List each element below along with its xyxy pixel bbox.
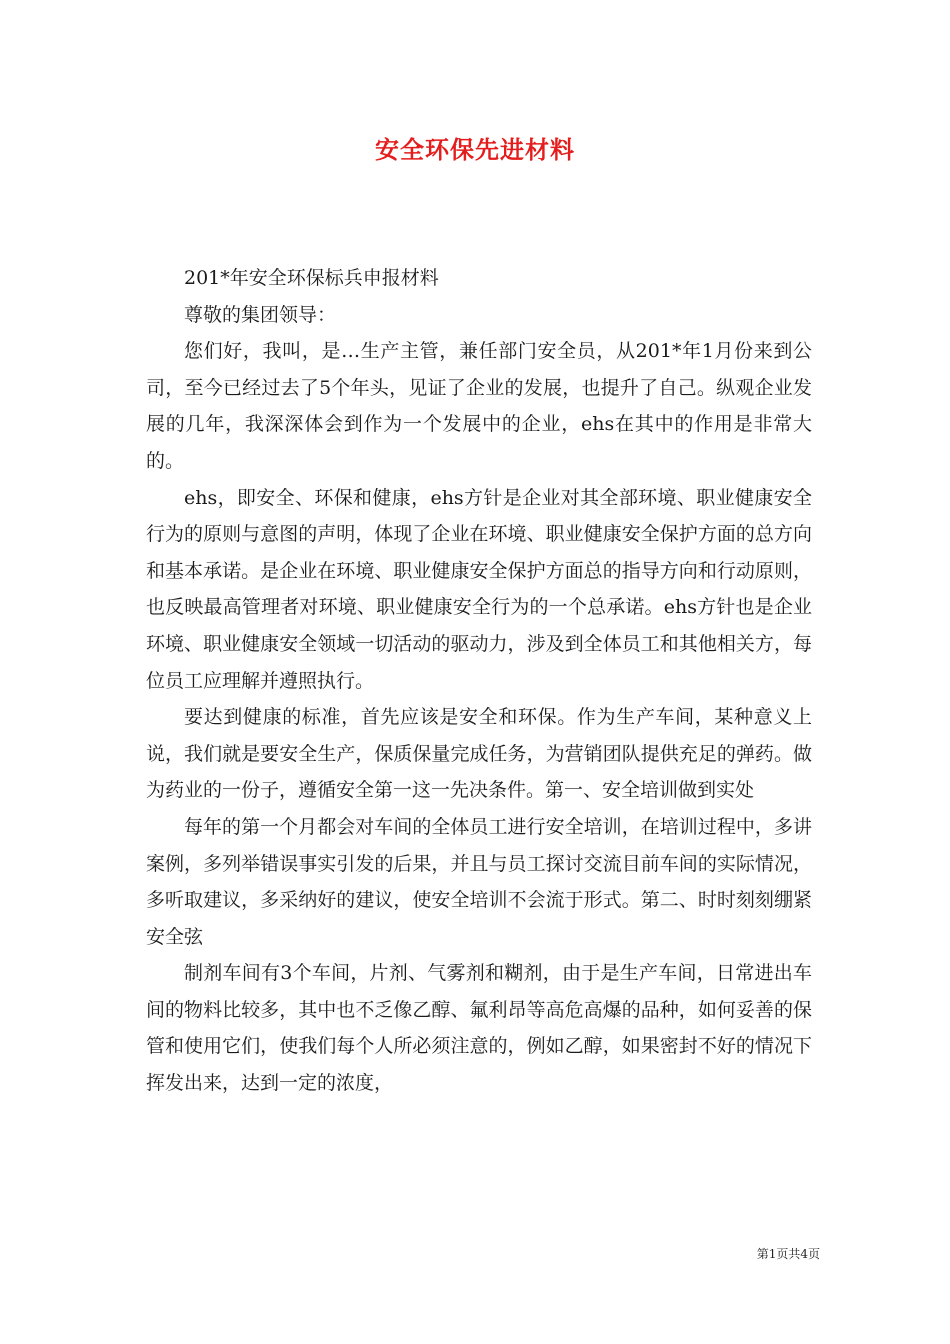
page-title: 安全环保先进材料 (375, 135, 575, 164)
page-number: 第1页共4页 (756, 1247, 820, 1261)
paragraph-salutation: 尊敬的集团领导： (184, 303, 337, 326)
paragraph: 每年的第一个月都会对车间的全体员工进行安全培训，在培训过程中，多讲案例，多列举错误事实引发的后果，并且与员工探讨交流目前车间的实际情况，多听取建议，多采纳好的建议，使安全培训不会流于形式。第二、时时刻刻绷紧安全弦 (146, 815, 812, 948)
paragraph: 要达到健康的标准，首先应该是安全和环保。作为生产车间，某种意义上说，我们就是要安全生产，保质保量完成任务，为营销团队提供充足的弹药。做为药业的一份子，遵循安全第一这一先决条件。第一、安全培训做到实处 (146, 706, 812, 802)
document-body (146, 260, 812, 1102)
paragraph: 您们好，我叫，是…生产主管，兼任部门安全员，从201*年1月份来到公司，至今已经过去了5个年头，见证了企业的发展，也提升了自己。纵观企业发展的几年，我深深体会到作为一个发展中的企业，ehs在其中的作用是非常大的。 (146, 340, 812, 472)
paragraph-heading: 201*年安全环保标兵申报材料 (184, 267, 439, 289)
paragraph: ehs，即安全、环保和健康，ehs方针是企业对其全部环境、职业健康安全行为的原则与意图的声明，体现了企业在环境、职业健康安全保护方面的总方向和基本承诺。是企业在环境、职业健康安全保护方面总的指导方向和行动原则，也反映最高管理者对环境、职业健康安全行为的一个总承诺。ehs方针也是企业环境、职业健康安全领域一切活动的驱动力，涉及到全体员工和其他相关方，每位员工应理解并遵照执行。 (146, 486, 812, 692)
paragraph: 制剂车间有3个车间，片剂、气雾剂和糊剂，由于是生产车间，日常进出车间的物料比较多，其中也不乏像乙醇、氟利昂等高危高爆的品种，如何妥善的保管和使用它们，使我们每个人所必须注意的，例如乙醇，如果密封不好的情况下挥发出来，达到一定的浓度， (146, 962, 812, 1095)
